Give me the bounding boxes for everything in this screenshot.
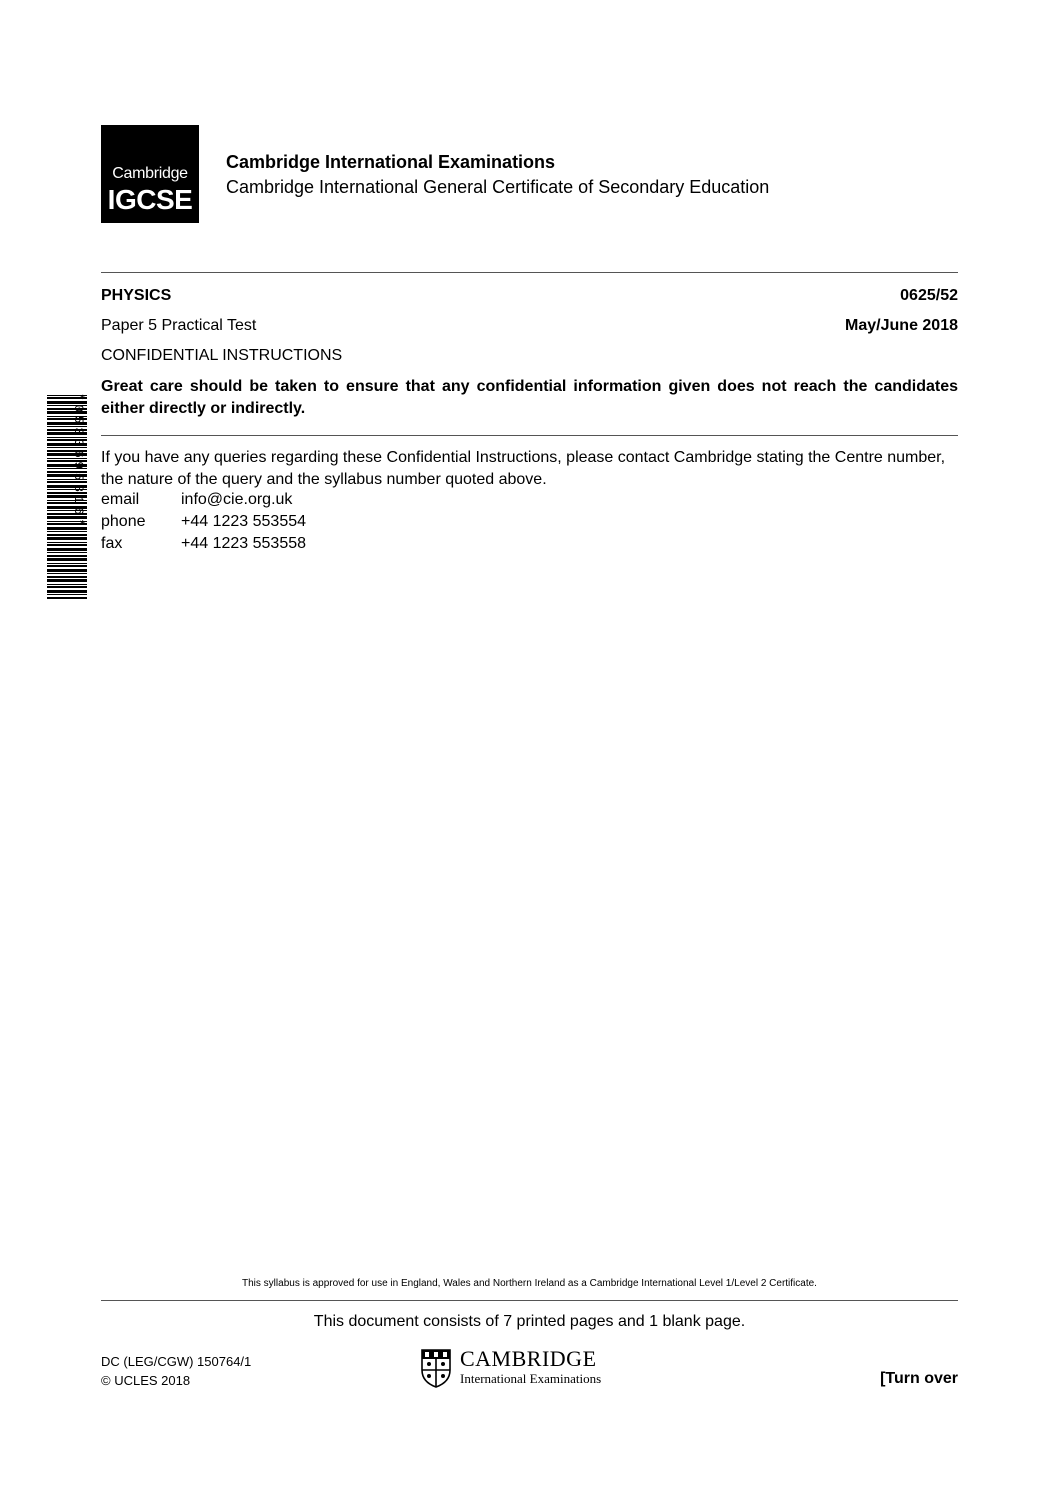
barcode-bar — [47, 555, 87, 557]
barcode — [33, 393, 89, 603]
barcode-bar — [47, 584, 87, 585]
exam-board: Cambridge International Examinations — [226, 152, 556, 172]
barcode-bar — [47, 537, 87, 540]
cambridge-wordmark: CAMBRIDGE — [460, 1346, 597, 1371]
barcode-bar — [47, 552, 87, 553]
barcode-bar — [47, 579, 87, 582]
barcode-bar — [47, 544, 87, 546]
queries-paragraph: If you have any queries regarding these Confidential Instructions, please contact Cambridge stating the Centre number, the nature of the query and the syllabus number quoted above. — [101, 449, 946, 488]
qualification: Cambridge International General Certificate of Secondary Education — [226, 177, 770, 197]
email-value: info@cie.org.uk — [181, 491, 293, 508]
barcode-bar — [47, 597, 87, 599]
barcode-bar — [47, 569, 87, 572]
barcode-bar — [47, 594, 87, 595]
top-divider — [101, 272, 958, 273]
paper-label: Paper 5 Practical Test — [101, 317, 257, 334]
barcode-text: *0533695816* — [71, 393, 86, 530]
fax-value: +44 1223 553558 — [181, 535, 307, 552]
turn-over: [Turn over — [880, 1370, 958, 1387]
cambridge-crest-icon — [420, 1348, 452, 1388]
footer-divider — [101, 1300, 958, 1301]
syllabus-code: 0625/52 — [900, 287, 958, 304]
page-count-note: This document consists of 7 printed pages and 1 blank page. — [313, 1313, 746, 1330]
barcode-bar — [47, 576, 87, 578]
contact-email-row — [101, 491, 292, 509]
fax-label: fax — [101, 535, 123, 552]
barcode-bar — [47, 565, 87, 567]
barcode-bar — [47, 542, 87, 543]
logo-line2: IGCSE — [107, 184, 193, 215]
cambridge-subtitle: International Examinations — [460, 1371, 602, 1386]
instructions-title: CONFIDENTIAL INSTRUCTIONS — [101, 347, 343, 364]
phone-label: phone — [101, 513, 146, 530]
contact-phone-row — [101, 513, 306, 531]
email-label: email — [101, 491, 140, 508]
subject: PHYSICS — [101, 287, 172, 304]
barcode-bar — [47, 590, 87, 593]
approval-note: This syllabus is approved for use in England, Wales and Northern Ireland as a Cambridge International Level 1/Level 2 Certificate. — [242, 1278, 817, 1289]
barcode-bar — [47, 573, 87, 574]
barcode-bar — [47, 586, 87, 588]
barcode-bar — [47, 534, 87, 536]
copyright: © UCLES 2018 — [101, 1373, 191, 1388]
logo-line1: Cambridge — [112, 165, 188, 182]
barcode-bar — [47, 548, 87, 551]
confidentiality-warning: Great care should be taken to ensure that any confidential information given does not reach the candidates either directly or indirectly. — [101, 378, 958, 417]
document-code: DC (LEG/CGW) 150764/1 — [101, 1354, 252, 1369]
barcode-bar — [47, 531, 87, 532]
barcode-bar — [47, 563, 87, 564]
phone-value: +44 1223 553554 — [181, 513, 307, 530]
barcode-bar — [47, 558, 87, 561]
middle-divider — [101, 435, 958, 436]
contact-fax-row — [101, 535, 306, 553]
cambridge-igcse-logo — [101, 125, 199, 223]
exam-session: May/June 2018 — [845, 317, 958, 334]
